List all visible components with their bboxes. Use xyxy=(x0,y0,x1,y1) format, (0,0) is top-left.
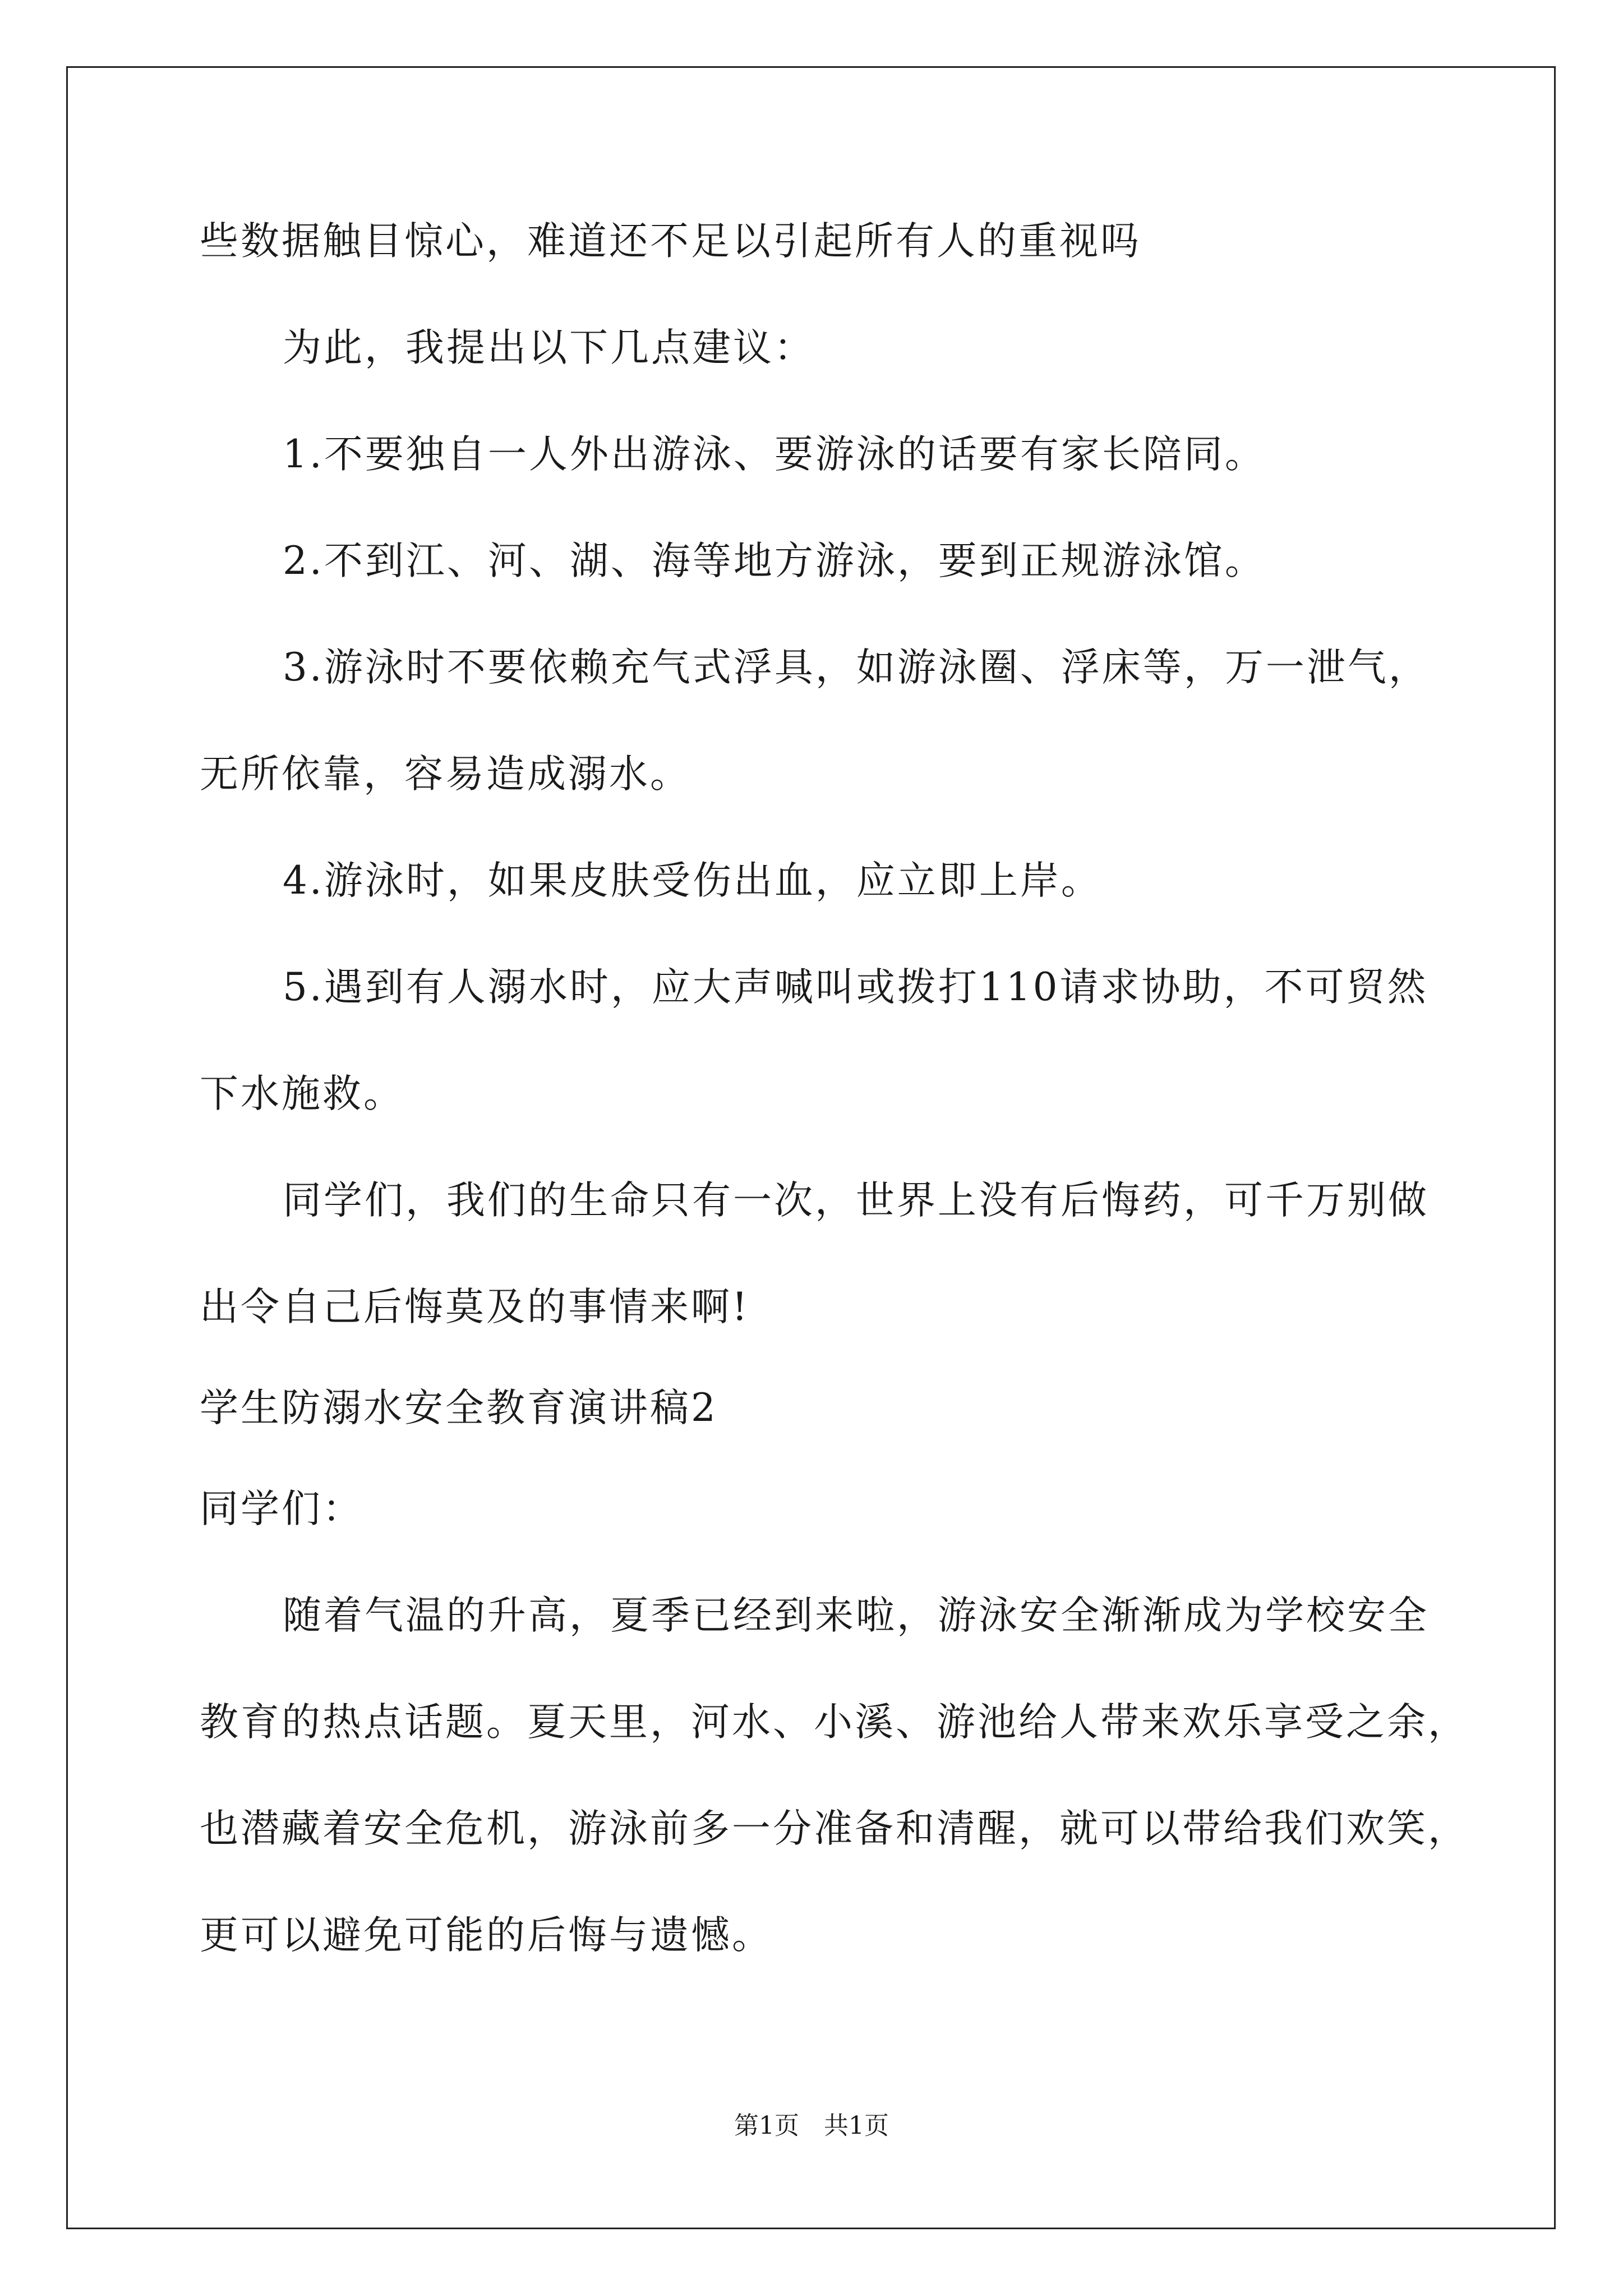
list-item-continuation: 无所依靠，容易造成溺水。 xyxy=(200,752,691,797)
paragraph-line: 教育的热点话题。夏天里，河水、小溪、游池给人带来欢乐享受之余， xyxy=(200,1700,1469,1745)
list-item-continuation: 下水施救。 xyxy=(200,1071,404,1116)
paragraph-line: 也潜藏着安全危机，游泳前多一分准备和清醒，就可以带给我们欢笑， xyxy=(200,1806,1469,1851)
list-item: 5.遇到有人溺水时，应大声喊叫或拨打110请求协助，不可贸然 xyxy=(283,965,1428,1010)
paragraph-line: 更可以避免可能的后悔与遗憾。 xyxy=(200,1913,773,1958)
paragraph-line: 随着气温的升高，夏季已经到来啦，游泳安全渐渐成为学校安全 xyxy=(283,1593,1429,1638)
list-item: 3.游泳时不要依赖充气式浮具，如游泳圈、浮床等，万一泄气， xyxy=(283,645,1430,690)
paragraph-line: 同学们，我们的生命只有一次，世界上没有后悔药，可千万别做 xyxy=(283,1178,1429,1223)
salutation: 同学们： xyxy=(200,1487,363,1531)
section-title: 学生防溺水安全教育演讲稿2 xyxy=(200,1386,718,1430)
page-number: 第1页 共1页 xyxy=(734,2111,889,2140)
paragraph-line: 为此，我提出以下几点建议： xyxy=(283,325,815,370)
paragraph-line: 些数据触目惊心，难道还不足以引起所有人的重视吗 xyxy=(200,219,1141,264)
list-item: 4.游泳时，如果皮肤受伤出血，应立即上岸。 xyxy=(283,858,1102,903)
page-border xyxy=(66,66,1556,2229)
list-item: 2.不到江、河、湖、海等地方游泳，要到正规游泳馆。 xyxy=(283,539,1266,583)
list-item: 1.不要独自一人外出游泳、要游泳的话要有家长陪同。 xyxy=(283,432,1266,477)
paragraph-line: 出令自己后悔莫及的事情来啊! xyxy=(200,1285,750,1329)
